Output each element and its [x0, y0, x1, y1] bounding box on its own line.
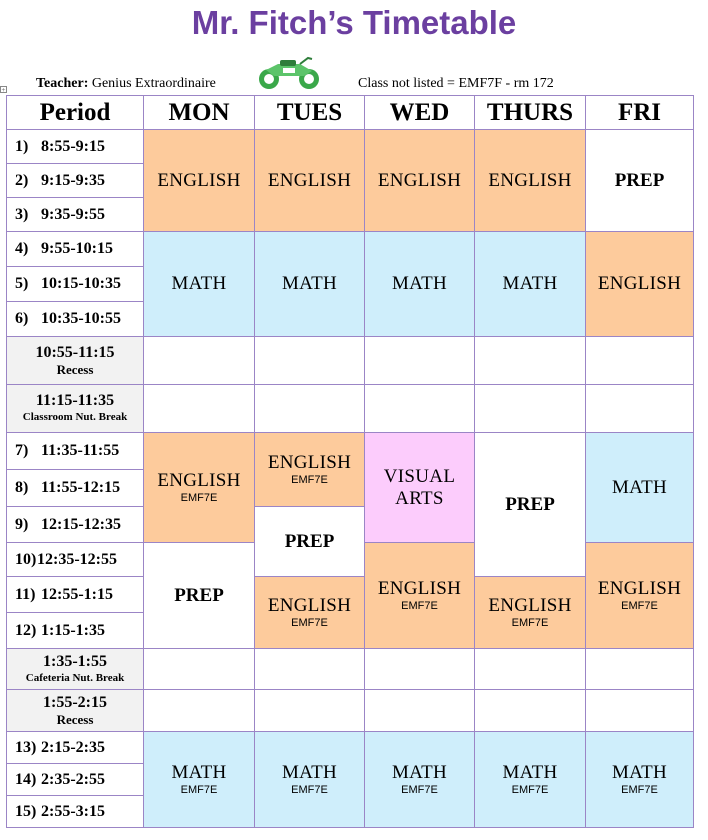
header-thurs: THURS	[475, 96, 586, 130]
timetable	[6, 95, 694, 828]
header-wed: WED	[365, 96, 475, 130]
table-row	[7, 232, 694, 267]
class-cell: ENGLISH EMF7E	[586, 543, 694, 649]
empty-cell	[365, 690, 475, 732]
class-cell: MATH	[586, 433, 694, 543]
empty-cell	[475, 337, 586, 385]
period-cell: 1) 8:55-9:15	[7, 130, 144, 164]
class-note: Class not listed = EMF7F - rm 172	[358, 76, 554, 91]
empty-cell	[255, 649, 365, 690]
class-cell: MATH EMF7E	[365, 732, 475, 828]
empty-cell	[475, 690, 586, 732]
empty-cell	[586, 690, 694, 732]
empty-cell	[365, 385, 475, 433]
motorcycle-icon	[256, 54, 322, 90]
table-row	[7, 337, 694, 385]
empty-cell	[365, 337, 475, 385]
period-cell: 4) 9:55-10:15	[7, 232, 144, 267]
teacher-line	[36, 76, 216, 92]
empty-cell	[586, 337, 694, 385]
class-cell: ENGLISH EMF7E	[144, 433, 255, 543]
header-fri: FRI	[586, 96, 694, 130]
class-cell: MATH EMF7E	[144, 732, 255, 828]
empty-cell	[255, 385, 365, 433]
period-cell: 3) 9:35-9:55	[7, 198, 144, 232]
table-row	[7, 732, 694, 764]
period-cell: 13) 2:15-2:35	[7, 732, 144, 764]
class-cell: MATH EMF7E	[586, 732, 694, 828]
break-cell: 1:55-2:15 Recess	[7, 690, 144, 732]
break-cell: 11:15-11:35 Classroom Nut. Break	[7, 385, 144, 433]
class-cell: PREP	[144, 543, 255, 649]
period-cell: 8) 11:55-12:15	[7, 470, 144, 507]
period-cell: 9) 12:15-12:35	[7, 507, 144, 543]
empty-cell	[365, 649, 475, 690]
empty-cell	[255, 690, 365, 732]
header-period: Period	[7, 96, 144, 130]
header-row	[7, 96, 694, 130]
class-cell: ENGLISH	[586, 232, 694, 337]
table-row	[7, 649, 694, 690]
empty-cell	[586, 385, 694, 433]
break-cell: 1:35-1:55 Cafeteria Nut. Break	[7, 649, 144, 690]
class-cell: MATH	[255, 232, 365, 337]
empty-cell	[255, 337, 365, 385]
class-cell: PREP	[255, 507, 365, 577]
period-cell: 2) 9:15-9:35	[7, 164, 144, 198]
table-move-handle[interactable]: +	[1, 86, 6, 94]
empty-cell	[144, 337, 255, 385]
period-cell: 5) 10:15-10:35	[7, 267, 144, 302]
class-cell: MATH	[144, 232, 255, 337]
empty-cell	[144, 690, 255, 732]
period-cell: 15) 2:55-3:15	[7, 796, 144, 828]
class-cell: ENGLISH	[475, 130, 586, 232]
teacher-name: Genius Extraordinaire	[91, 76, 216, 91]
class-cell: ENGLISH	[255, 130, 365, 232]
table-row	[7, 385, 694, 433]
period-cell: 12) 1:15-1:35	[7, 613, 144, 649]
class-cell: ENGLISH	[365, 130, 475, 232]
empty-cell	[586, 649, 694, 690]
class-cell: MATH EMF7E	[255, 732, 365, 828]
empty-cell	[475, 649, 586, 690]
period-cell: 14) 2:35-2:55	[7, 764, 144, 796]
period-cell: 6) 10:35-10:55	[7, 302, 144, 337]
class-cell: PREP	[586, 130, 694, 232]
class-cell: VISUAL ARTS	[365, 433, 475, 543]
table-row	[7, 433, 694, 470]
period-cell: 11) 12:55-1:15	[7, 577, 144, 613]
period-cell: 7) 11:35-11:55	[7, 433, 144, 470]
class-cell: ENGLISH EMF7E	[255, 433, 365, 507]
class-cell: ENGLISH EMF7E	[475, 577, 586, 649]
class-cell: ENGLISH	[144, 130, 255, 232]
table-row	[7, 130, 694, 164]
class-cell: MATH EMF7E	[475, 732, 586, 828]
header-tues: TUES	[255, 96, 365, 130]
table-row	[7, 690, 694, 732]
empty-cell	[144, 385, 255, 433]
class-cell: ENGLISH EMF7E	[255, 577, 365, 649]
header-mon: MON	[144, 96, 255, 130]
page-title: Mr. Fitch’s Timetable	[191, 4, 517, 41]
class-cell: MATH	[475, 232, 586, 337]
teacher-label: Teacher:	[36, 76, 89, 91]
period-cell: 10)12:35-12:55	[7, 543, 144, 577]
empty-cell	[144, 649, 255, 690]
class-cell: MATH	[365, 232, 475, 337]
class-cell: PREP	[475, 433, 586, 577]
class-cell: ENGLISH EMF7E	[365, 543, 475, 649]
empty-cell	[475, 385, 586, 433]
break-cell: 10:55-11:15 Recess	[7, 337, 144, 385]
